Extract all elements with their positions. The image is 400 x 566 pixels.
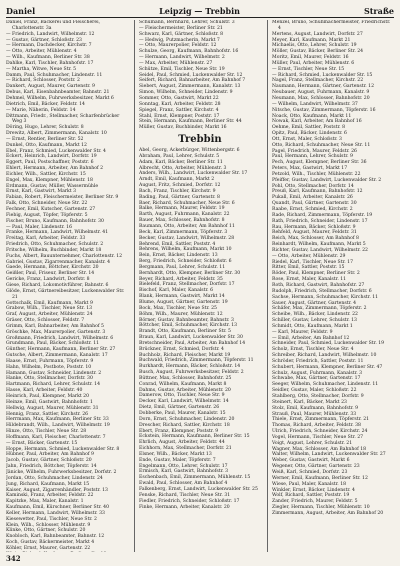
directory-entry: Eichhorn, Max, Stellmacher, Dorfstr. 21 (139, 446, 232, 452)
directory-entry: Hamann, Gustav, Schneider, Lindenstr. 2 (6, 370, 102, 376)
directory-entry: Pagel, Friedrich, Maurer, Feldstr. 26 (272, 148, 357, 154)
directory-entry: Brandt, Otto, Kaufmann, Berliner Str. 5 (139, 329, 231, 335)
directory-entry: Neubauer, August, Fuhrmann, Kanalstr. 9 (272, 90, 370, 96)
directory-entry: Adam, Karl, Bäcker, Berliner Str. 11 (139, 159, 223, 165)
directory-entry: Herrmann, Max, Kaufmann, Berliner Str. 33 (6, 417, 109, 423)
directory-entry: Buchholz, Richard, Fleischer, Markt 19 (139, 352, 231, 358)
directory-entry: Mertens, August, Landwirt, Dorfstr. 27 (272, 31, 363, 37)
directory-entry: Möller, Gustav, Bäcker, Berliner Str. 24 (272, 49, 364, 55)
directory-entry: Scholz, Ernst, Tischler, Neue Str. 4 (272, 347, 354, 353)
directory-entry: Köhler, Ernst, Maurer, Gartenstr. 22 (6, 545, 91, 551)
directory-entry: Blank, Hermann, Gastwirt, Markt 14 (139, 294, 225, 300)
directory-entry: Wiese, Paul, Maler, Kanalstr. 18 (272, 481, 347, 487)
directory-entry: Gräser, Otto, Schlosser, Feldstr. 7 (6, 318, 85, 324)
directory-entry: — Emil, Arbeiter, Am Bahnhof 12 (272, 335, 350, 341)
directory-entry: Petzold, Wilh., Tischler, Mühlenstr. 22 (272, 171, 361, 177)
directory-entry: Neumann, Max, Schlosser, Bahnhofstr. 20 (272, 95, 370, 101)
directory-entry: Noack, Otto, Kaufmann, Markt 11 (272, 113, 352, 119)
directory-entry: Dorn, Ernst, Schuhmacher, Lindenstr. 20 (139, 416, 235, 422)
directory-entry: Wagner, Max, Schlosser, Am Bahnhof 18 (272, 446, 367, 452)
directory-entry: — Wilh., Kaufmann, Berliner Str. 38 (6, 55, 90, 61)
directory-entry: Eckert, Heinrich, Landwirt, Dorfstr. 19 (6, 154, 97, 160)
directory-entry: Graf, August, Arbeiter, Mühlenstr. 24 (6, 312, 93, 318)
directory-entry: Debus, Karl, Eisenbahnbeamter, Bahnstr. 21 (6, 90, 110, 96)
directory-entry: — Wilhelm, Landwirt, Wilhelmstr. 37 (272, 101, 358, 107)
directory-entry: Fiebig, August, Töpfer, Töpferstr. 5 (6, 212, 88, 218)
directory-entry: Anders, Wilh., Landwirt, Luckenwalder Str. 17 (139, 171, 248, 177)
directory-entry: Preuß, Karl, Kaufmann, Bahnhofstr. 12 (272, 189, 363, 195)
directory-entry: Hinze, Otto, Tischler, Neue Str. 28 (6, 429, 87, 435)
header-center: Leipzig — Trebbin (159, 6, 240, 16)
directory-entry: Stolz, Emil, Kaufmann, Bahnhofstr. 9 (272, 405, 359, 411)
directory-entry: Ebel, Franz, Schmied, Luckenwalder Str. 4 (6, 148, 106, 154)
directory-entry: Richter, Gustav, Landwirt, Wilhelmstr. 22 (272, 247, 368, 253)
directory-entry: Menzel, Bruno, Schuhmachermeister, Friedrichstr. 4 (272, 20, 391, 31)
directory-entry: Schubert, Hermann, Klempner, Berliner Str. 47 (272, 364, 383, 370)
directory-entry: Schäfer, Max, Zimmermann, Töpferstr. 2 (272, 306, 367, 312)
page-number: 342 (6, 554, 21, 563)
directory-entry: Hennig, Franz, Sattler, Kirchstr. 26 (6, 411, 89, 417)
directory-entry: Busch, August, Fuhrwerksbesitzer, Feldstr. 2 (139, 370, 244, 376)
directory-entry: Raabe, Ernst, Schmied, Kirchstr. 2 (272, 207, 353, 212)
directory-entry: Röder, Paul, Klempner, Berliner Str. 2 (272, 271, 360, 277)
directory-entry: Ehlert, Hermann, Arbeiter, Am Bahnhof 2 (6, 166, 104, 172)
directory-entry: — Ernst, Bäcker, Gartenstr. 15 (6, 440, 78, 446)
directory-entry: Büttner, Max, Schlosser, Bahnhofstr. 25 (139, 375, 232, 381)
header-right: Straße (363, 6, 394, 16)
directory-entry: Stahl, Ernst, Klempner, Poststr. 17 (139, 113, 220, 119)
running-header (6, 6, 394, 18)
directory-entry: Rehfeld, August, Maurer, Feldstr. 31 (272, 230, 357, 236)
directory-entry: Schwarz, Karl, Gärtner, Schloßstr. 8 (139, 31, 224, 37)
directory-entry: Hasse, Karl, Arbeiter, Feldstr. 40 (6, 388, 83, 394)
directory-entry: Gabriel, Gustav, Zigarrenmacher, Kanalstr. 4 (6, 259, 111, 265)
directory-entry: Grabow, Wilh., Tischler, Neue Str. 13 (6, 306, 93, 312)
directory-entry: Hoppe, Hermann, Schmied, Luckenwalder Str. 8 (6, 446, 120, 452)
directory-entry: — Marie, Näherin, Feldstr. 14 (6, 107, 76, 113)
directory-entry: Günther, Hermann, Kaufmann, Berliner Str. 27 (6, 347, 116, 353)
directory-entry: Bergmann, Paul, Lehrer, Schulstr. 11 (139, 264, 226, 270)
directory-entry: Weber, Gustav, Gastwirt, Markt 6 (272, 458, 350, 464)
directory-entry: — Hermann, Landwirt, Wilhelmstr. 2 (139, 55, 225, 61)
directory-entry: Ziegler, Hermann, Tischler, Mühlenstr. 10 (272, 505, 370, 511)
directory-entry: Schulze, Georg, Kaufmann, Bahnhofstr. 16 (139, 49, 239, 55)
directory-entry: — Richard, Schmied, Luckenwalder Str. 15 (272, 72, 373, 78)
directory-entry: Kiesewetter, Paul, Tischler, Neue Str. 2 (6, 516, 97, 522)
directory-entry: Böttcher, Emil, Schuhmacher, Kirchstr. 13 (139, 323, 238, 329)
directory-entry: Schreiber, Richard, Landwirt, Wilhelmstr. 10 (272, 353, 377, 359)
directory-entry: Schumann, Bernhard, Lehrer, Schulstr. 3 (139, 20, 235, 25)
directory-entry: Jahn, Friedrich, Böttcher, Töpferstr. 14 (6, 464, 97, 470)
directory-entry: Sonntag, Karl, Arbeiter, Feldstr. 28 (139, 101, 221, 107)
directory-entry: Müller, Paul, Arbeiter, Mühlenstr. 6 (272, 60, 355, 66)
directory-entry: Bauer, Max, Schlosser, Bahnhofstr. 8 (139, 218, 225, 224)
directory-entry: Oehme, Emil, Sattler, Poststr. 8 (272, 125, 345, 131)
directory-entry: Quandt, Paul, Gärtner, Gartenstr. 30 (272, 201, 357, 207)
directory-entry: Schulz, August, Fuhrmann, Kanalstr. 3 (272, 370, 363, 376)
directory-entry: Dobberke, Paul, Maurer, Kanalstr. 15 (139, 411, 226, 416)
directory-entry: Heinrich, Paul, Klempner, Markt 20 (6, 394, 90, 399)
directory-entry: Elsner, Wilh., Bäcker, Markt 13 (139, 451, 212, 457)
directory-entry: Pech, August, Klempner, Berliner Str. 36 (272, 160, 367, 166)
directory-entry: Baer, Richard, Schuhmacher, Neue Str. 6 (139, 200, 235, 206)
directory-entry: Bein, Ernst, Bäcker, Lindenstr. 13 (139, 253, 218, 259)
directory-entry: Blume, August, Gärtner, Gartenstr. 19 (139, 299, 228, 305)
directory-entry: Becker, Gustav, Landwirt, Wilhelmstr. 28 (139, 235, 235, 241)
directory-entry: Klinke, Otto, Gärtner, Schulstr. 20 (6, 528, 86, 534)
directory-entry: Fabian, Robert, Fleischermeister, Berliner Str. 9 (6, 195, 119, 201)
directory-entry: Winkler, Ernst, Bäcker, Lindenstr. 4 (272, 487, 355, 493)
directory-entry: Peters, Max, Gastwirt, Markt 17 (272, 166, 348, 172)
directory-entry: Seidler, Gustav, Maler, Schloßstr. 22 (272, 388, 357, 394)
directory-entry: Gericke, Franz, Landwirt, Dorfstr. 8 (6, 277, 90, 283)
directory-entry: Hoffmann, Karl, Fleischer, Charlottenstr. 7 (6, 434, 106, 440)
header-left: Daniel (6, 6, 36, 16)
directory-entry: Großmann, Friedrich, Landwirt, Wilhelmstr. 6 (6, 335, 114, 341)
directory-entry: Haase, Ernst, Fuhrmann, Töpferstr. 9 (6, 358, 94, 364)
directory-entry: Ulrich, Friedrich, Schneider, Kirchstr. 24 (272, 429, 368, 435)
directory-entry: Engelmann, Otto, Lehrer, Schulstr. 17 (139, 463, 228, 469)
directory-entry: Abraham, Paul, Lehrer, Schulstr. 5 (139, 153, 220, 159)
directory-entry: Balke, Hermann, Maurer, Feldstr. 19 (139, 206, 225, 212)
directory-entry: Sachse, Hermann, Schuhmacher, Kirchstr. 11 (272, 294, 379, 300)
directory-entry: Abel, Georg, Ackerbürger, Wittenbergstr. 6 (139, 148, 240, 154)
directory-entry: Engel, Max, Klempner, Mühlenstr. 18 (6, 177, 93, 183)
directory-entry: — Otto, Arbeiter, Mühlenstr. 29 (272, 253, 346, 259)
directory-entry: Ermisch, Karl, Gastwirt, Bahnhofstr. 3 (139, 469, 229, 475)
directory-entry: Daniel, Franz, Bäckerei und Fleischerei, Charlottenstr. 3a (6, 20, 101, 31)
directory-entry: — Ernst, Tischler, Neue Str. 15 (272, 66, 345, 72)
directory-entry: Bischof, Karl, Maler, Kanalstr. 6 (139, 288, 214, 294)
directory-entry: Gaede, Hermann, Böttcher, Kirchstr. 20 (6, 265, 99, 271)
directory-entry: Burkhardt, Hermann, Bäcker, Schloßstr. 14 (139, 364, 241, 370)
directory-entry: Kapitzke, Max, Maler, Kanalstr. 1 (6, 499, 84, 505)
directory-entry: Fritsche, Wilhelm, Buchbinder, Markt 18 (6, 247, 102, 253)
directory-entry: Hanke, Otto, Stellmacher, Dorfstr. 30 (6, 376, 93, 382)
directory-entry: Eichler, Wilh., Sattler, Kirchstr. 15 (6, 171, 86, 177)
directory-entry: Simon, Wilhelm, Schneider, Lindenstr. 9 (139, 90, 233, 96)
directory-entry: Ebert, Franz, Klempner, Poststr. 9 (139, 428, 219, 434)
directory-entry: — Friedrich, Landwirt, Wilhelmstr. 12 (6, 31, 95, 37)
directory-entry: Geißler, Paul, Friseur, Berliner Str. 14 (6, 271, 95, 277)
directory-entry: Hübner, Paul, Arbeiter, Am Bahnhof 9 (6, 452, 94, 458)
directory-entry: Erdmann, Gustav, Müller, Wassermühle (6, 183, 99, 189)
directory-entry: Conrad, Wilhelm, Kaufmann, Markt 8 (139, 381, 227, 387)
directory-entry: Hartmann, Richard, Lehrer, Schulstr. 14 (6, 382, 100, 388)
directory-entry: — Otto, Arbeiter, Mühlenstr. 4 (6, 49, 77, 55)
directory-entry: Ott, Ernst, Maler, Schloßstr. 3 (272, 136, 342, 142)
directory-entry: Pfeiffer, Gustav, Landwirt, Luckenwalder Str. 2 (272, 177, 382, 183)
directory-entry: Gottschalk, Emil, Kaufmann, Markt 9 (6, 300, 93, 306)
directory-entry: Brückner, Ernst, Schmied, Dorfstr. 4 (139, 346, 224, 352)
directory-entry: Damerow, Otto, Tischler, Neue Str. 9 (139, 393, 225, 399)
directory-entry: Rau, Hermann, Bäcker, Schloßstr. 9 (272, 224, 356, 230)
directory-entry: Beyer, Richard, Arbeiter, Feldstr. 35 (139, 276, 223, 282)
directory-entry: Dahlke, Karl, Tischler, Bahnhofstr. 17 (6, 60, 94, 66)
column-3 (267, 20, 394, 552)
directory-entry: Behrend, Emil, Sattler, Poststr. 4 (139, 241, 216, 247)
directory-entry: Friedrich, Otto, Schuhmacher, Schulstr. 2 (6, 242, 104, 248)
directory-entry: Bock, Max, Tischler, Neue Str. 25 (139, 305, 217, 311)
directory-entry: Werner, Emil, Kaufmann, Berliner Str. 12 (272, 475, 368, 481)
directory-entry: Drewitz, Albert, Zimmermann, Kanalstr. 10 (6, 131, 107, 137)
directory-entry: Freitag, Karl, Arbeiter, Feldstr. 33 (6, 236, 86, 242)
directory-entry: — Fleischermeister, Berliner Str. 21 (139, 25, 223, 31)
directory-entry: Hahn, Wilhelm, Postbote, Poststr. 10 (6, 364, 92, 370)
directory-entry: Drescher, Richard, Sattler, Kirchstr. 18 (139, 422, 230, 428)
directory-entry: Bading, Paul, Gärtner, Gartenstr. 8 (139, 194, 220, 200)
directory-entry: — Otto, Maurerpolier, Feldstr. 12 (139, 43, 217, 49)
directory-entry: Bielefeld, Franz, Stellmacher, Dorfstr. 17 (139, 282, 235, 288)
directory-entry: Ritter, Emil, Sattler, Poststr. 15 (272, 265, 345, 271)
directory-entry: Falk, Otto, Schneider, Neue Str. 22 (6, 201, 88, 207)
directory-entry: Bretschneider, Paul, Arbeiter, Am Bahnhof 14 (139, 340, 246, 346)
directory-entry: Decker, Karl, Landwirt, Wilhelmstr. 14 (139, 399, 229, 405)
directory-entry: Heinze, Emil, Gastwirt, Bahnhofstr. 1 (6, 399, 93, 405)
directory-entry: Opitz, Paul, Bäcker, Lindenstr. 6 (272, 131, 347, 137)
directory-entry: Schneider, Paul, Schmied, Luckenwalder Str. 19 (272, 341, 385, 347)
directory-entry: Fechner, Emil, Kutscher, Gartenstr. 27 (6, 207, 96, 212)
directory-entry: Schmidt, Otto, Kaufmann, Markt 1 (272, 323, 353, 329)
directory-entry: Baumann, Otto, Arbeiter, Am Bahnhof 11 (139, 224, 235, 229)
directory-entry: Eschenbach, Emil, Zimmermann, Mühlenstr. 15 (139, 475, 251, 481)
directory-entry: Finke, Hermann, Arbeiter, Kanalstr. 20 (139, 504, 230, 510)
directory-entry: Böhm, Wilh., Maurer, Mühlenstr. 12 (139, 311, 223, 317)
directory-entry: Michaelis, Otto, Lehrer, Schulstr. 19 (272, 43, 357, 49)
directory-entry: Behrens, Wilhelm, Kaufmann, Markt 10 (139, 247, 232, 253)
directory-entry: Hildebrandt, Wilh., Landwirt, Wilhelmstr. 19 (6, 423, 110, 429)
directory-entry: Weiß, Karl, Schmied, Dorfstr. 23 (272, 469, 348, 475)
directory-entry: Roth, Richard, Gastwirt, Bahnhofstr. 27 (272, 282, 365, 288)
directory-entry: Eckstein, Hermann, Kaufmann, Berliner Str. 15 (139, 434, 250, 440)
directory-entry: Moritz, Emil, Maurer, Feldstr. 16 (272, 55, 349, 61)
directory-entry: — Gustav, Gärtner, Schloßstr. 23 (6, 37, 82, 43)
directory-entry: Ehrlich, August, Arbeiter, Feldstr. 44 (139, 440, 225, 446)
directory-entry: Steinert, Karl, Bäcker, Markt 23 (272, 399, 347, 405)
directory-entry: Dehmel, Wilhelm, Fuhrwerksbesitzer, Markt 6 (6, 95, 114, 101)
directory-entry: Franke, Hermann, Landwirt, Wilhelmstr. 41 (6, 230, 109, 236)
directory-entry: Arndt, Emil, Kaufmann, Markt 2 (139, 177, 215, 183)
directory-entry: Wegener, Otto, Gärtner, Gartenstr. 23 (272, 464, 360, 470)
directory-entry: Dahms, Gustav, Arbeiter, Mühlenstr. 20 (139, 387, 231, 393)
directory-entry: Grimm, Karl, Bahnarbeiter, Am Bahnhof 5 (6, 323, 104, 329)
directory-entry: Schwabe, Max, Gärtner, Gartenstr. 17 (272, 376, 361, 382)
directory-entry: Pukall, Emil, Arbeiter, Kanalstr. 26 (272, 195, 353, 201)
directory-entry: Seeger, Wilhelm, Schuhmacher, Lindenstr. 11 (272, 382, 379, 388)
directory-entry: Dunkel, Otto, Kaufmann, Markt 12 (6, 142, 87, 148)
directory-entry: Braun, Karl, Landwirt, Luckenwalder Str. 30 (139, 335, 243, 341)
directory-entry: Gröschke, Max, Maurerpolier, Gartenstr. 3 (6, 329, 106, 335)
directory-entry: Gutsche, Albert, Zimmermann, Kanalstr. 17 (6, 353, 108, 359)
directory-entry: Riedel, Karl, Tischler, Neue Str. 17 (272, 259, 353, 265)
directory-entry: Walter, Wilhelm, Landwirt, Luckenwalder Str. 27 (272, 452, 386, 458)
directory-entry: Jung, Richard, Kaufmann, Markt 15 (6, 481, 90, 487)
directory-entry: Zimmermann, August, Arbeiter, Am Bahnhof 20 (272, 510, 384, 516)
directory-entry: Wolf, Richard, Sattler, Poststr. 19 (272, 493, 350, 499)
directory-entry: Sommer, Otto, Gastwirt, Markt 22 (139, 95, 219, 101)
directory-entry: — Hermann, Dachdecker, Kirchstr. 7 (6, 43, 92, 49)
directory-entry: Glöde, Ernst, Gärtnereibesitzer, Luckenwalder Str. 21 (6, 288, 125, 300)
directory-entry: Fuchs, Albert, Bauunternehmer, Charlottenstr. 12 (6, 253, 123, 259)
directory-entry: Damm, Paul, Schuhmacher, Lindenstr. 11 (6, 72, 103, 78)
directory-entry: Fischer, Bruno, Kaufmann, Bahnhofstr. 30 (6, 218, 104, 224)
directory-entry: Hellwig, August, Maurer, Mühlenstr. 31 (6, 405, 99, 411)
directory-entry: Vogel, Hermann, Tischler, Neue Str. 27 (272, 434, 364, 440)
directory-entry: — Karl, Maurer, Feldstr. 9 (272, 329, 333, 335)
directory-entry: Jordan, Otto, Schuhmacher, Lindenstr. 24 (6, 475, 103, 481)
directory-entry: Kaiser, August, Zigarrenhändler, Poststr. 13 (6, 487, 108, 493)
directory-entry: Thomas, Richard, Arbeiter, Feldstr. 38 (272, 423, 361, 429)
directory-entry: Schütze, Emil, Tischler, Neue Str. 19 (139, 66, 225, 72)
directory-entry: Dietrich, Emil, Bäcker, Feldstr. 14 (6, 101, 85, 107)
directory-entry: Rose, Ernst, Maler, Kanalstr. 11 (272, 277, 347, 283)
directory-entry: Börner, Gustav, Bahnbeamter, Bahnstr. 3 (139, 317, 234, 323)
directory-entry: Sauer, August, Gärtner, Gartenstr. 4 (272, 300, 357, 306)
directory-entry: Albrecht, Otto, Arbeiter, Mühlenstr. 3 (139, 165, 227, 171)
directory-entry: Schröder, Friedrich, Sattler, Poststr. 11 (272, 358, 364, 364)
directory-entry: Voigt, August, Lehrer, Schulstr. 21 (272, 440, 353, 446)
directory-entry: Nitsche, Gustav, Zimmermann, Töpferstr. 16 (272, 107, 376, 113)
directory-entry: — Paul, Maler, Lindenstr. 16 (6, 224, 73, 230)
directory-entry: — Max, Arbeiter, Mühlenstr. 27 (139, 60, 213, 66)
directory-entry: Seifert, Richard, Bahnarbeiter, Am Bahnhof 7 (139, 78, 246, 84)
column-2 (134, 20, 261, 552)
directory-entry: Jänicke, Wilhelm, Fuhrwerksbesitzer, Dorfstr. 2 (6, 469, 117, 475)
directory-entry: Eggert, Paul, Postschaffner, Poststr. 6 (6, 160, 94, 166)
directory-entry: Dankert, August, Maurer, Gartenstr. 9 (6, 84, 95, 90)
directory-entry: Nowak, Karl, Arbeiter, Am Bahnhof 16 (272, 119, 362, 125)
directory-entry: Klein, Wilh., Schlosser, Mühlenstr. 9 (6, 522, 91, 528)
directory-entry: Paul, Hermann, Lehrer, Schulstr. 9 (272, 154, 353, 160)
directory-entry: Spiegel, Franz, Sattler, Kirchstr. 4 (139, 107, 219, 113)
directory-entry: — Ernst, Rentier, Berliner Str. 52 (6, 136, 84, 142)
columns (6, 20, 394, 552)
directory-entry: Stahlberg, Otto, Stellmacher, Dorfstr. 9 (272, 394, 364, 399)
directory-entry: Nagel, Franz, Stellmacher, Kirchstr. 22 (272, 78, 364, 84)
directory-entry: Thiele, Ernst, Zimmermann, Töpferstr. 21 (272, 417, 370, 423)
directory-entry: Knobloch, Karl, Bahnbeamter, Bahnstr. 12 (6, 534, 105, 540)
column-1 (6, 20, 128, 552)
directory-entry: Dietz, Emil, Gärtner, Gartenstr. 26 (139, 405, 220, 411)
directory-entry: Otto, Richard, Schuhmacher, Neue Str. 11 (272, 142, 371, 148)
directory-entry: Reinhardt, Wilhelm, Kaufmann, Markt 5 (272, 242, 366, 248)
directory-entry: Zander, Friedrich, Maurer, Feldstr. 5 (272, 499, 358, 505)
directory-entry: Reich, Max, Schlosser, Am Bahnhof 8 (272, 236, 359, 242)
directory-entry: Bernhardt, Otto, Klempner, Berliner Str. 30 (139, 270, 241, 276)
section-title: Trebbin (178, 134, 222, 146)
directory-entry: Seidel, Paul, Schmied, Luckenwalder Str. 12 (139, 72, 243, 78)
directory-entry: Ernst, Karl, Gastwirt, Markt 3 (6, 189, 77, 195)
directory-entry: Fiedler, Friedrich, Schneider, Schloßstr. 17 (139, 498, 240, 504)
directory-entry: Rudolph, Friedrich, Stellmacher, Dorfstr. 6 (272, 288, 372, 294)
directory-entry: Pohl, Otto, Stellmacher, Dorfstr. 14 (272, 183, 354, 189)
directory-entry: Jacob, Gustav, Gärtner, Schloßstr. 20 (6, 458, 92, 464)
directory-entry: Strauß, Paul, Maurer, Mühlenstr. 33 (272, 411, 357, 417)
directory-entry: Scheibe, Wilh., Bäcker, Lindenstr. 22 (272, 312, 358, 318)
directory-entry: Döring, Hugo, Lehrer, Schulstr. 8 (6, 125, 84, 131)
directory-entry: Rade, Richard, Zimmermann, Töpferstr. 19 (272, 212, 373, 218)
directory-entry: Rath, Friedrich, Schneider, Lindenstr. 17 (272, 218, 368, 224)
directory-entry: Siebert, August, Zimmermann, Kanalstr. 13 (139, 84, 241, 90)
directory-entry: Meyer, Karl, Kaufmann, Markt 21 (272, 37, 351, 43)
directory-entry: Schiller, Gustav, Lehrer, Schulstr. 13 (272, 318, 357, 324)
directory-entry: — Martha, Witwe, Neue Str. 5 (6, 66, 77, 72)
directory-entry: Bach, Franz, Tischler, Kirchstr. 9 (139, 188, 216, 194)
directory-entry: Kaminski, Franz, Arbeiter, Feldstr. 22 (6, 493, 94, 499)
directory-entry: Keller, Hermann, Landwirt, Wilhelmstr. 33 (6, 510, 105, 516)
directory-entry: Ewald, Paul, Schlosser, Am Bahnhof 4 (139, 481, 228, 487)
directory-entry: Dittmann, Friedr., Stellmacher, Scharfenbrücker Weg 3 (6, 113, 120, 125)
directory-entry: Grundmann, Paul, Bäcker, Schloßstr. 11 (6, 341, 100, 347)
directory-entry: — Hedwig, Putzmacherin, Markt 7 (139, 37, 220, 43)
directory-entry: Stein, Hermann, Kaufmann, Berliner Str. 44 (139, 119, 242, 125)
directory-entry: Berg, Friedrich, Schneider, Schloßstr. 6 (139, 259, 232, 265)
directory-entry: Buchwald, Friedrich, Zimmermann, Töpferstr. 11 (139, 358, 254, 364)
directory-entry: Fenske, Richard, Tischler, Neue Str. 31 (139, 492, 231, 498)
directory-entry: Giese, Richard, Lokomotivführer, Bahnstr. 6 (6, 282, 109, 288)
directory-entry: Ende, Gustav, Maler, Töpferstr. 7 (139, 457, 216, 463)
directory-entry: Kaufmann, Emil, Kürschner, Berliner Str. 40 (6, 505, 110, 511)
directory-entry: Barth, August, Fuhrmann, Kanalstr. 22 (139, 212, 230, 218)
directory-entry: Falkenberg, Ernst, Landwirt, Luckenwalder Str. 25 (139, 486, 258, 492)
directory-entry: Naumann, Hermann, Gärtner, Gartenstr. 12 (272, 84, 375, 90)
directory-entry: Beck, Karl, Zimmermann, Töpferstr. 3 (139, 229, 228, 235)
directory-entry: — Richard, Schlosser, Poststr. 2 (6, 78, 80, 84)
directory-entry: August, Fritz, Schmied, Dorfstr. 12 (139, 183, 221, 189)
directory-entry: Müller, Gustav, Buchbinder, Markt 16 (139, 125, 227, 131)
directory-entry: Koch, Gustav, Bäckermeister, Markt 4 (6, 540, 95, 546)
